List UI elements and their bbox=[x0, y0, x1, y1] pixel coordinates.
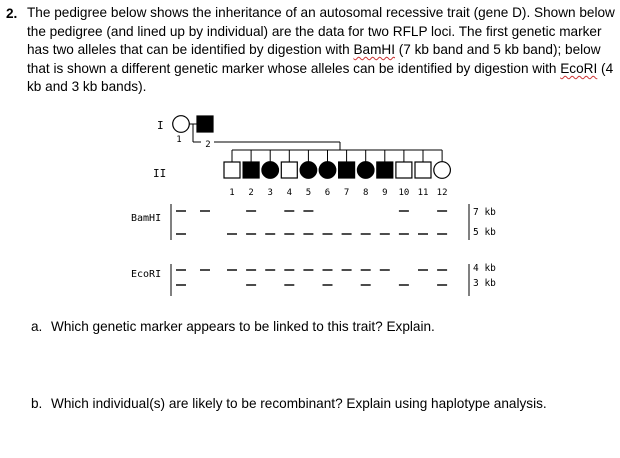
question-text-part: (7 kb band and 5 kb band); below that is shown a different genetic marker whose alleles can be identified by digestion with bbox=[27, 42, 601, 76]
child-3-female-symbol bbox=[262, 162, 279, 179]
enzyme-name: BamHI bbox=[353, 42, 395, 58]
child-number: 8 bbox=[362, 188, 369, 198]
parent-number: 2 bbox=[205, 140, 211, 150]
generation-i-label: I bbox=[157, 119, 164, 132]
generation-ii-label: II bbox=[153, 167, 167, 180]
child-4-male-symbol bbox=[281, 162, 297, 178]
subquestion-a-text: Which genetic marker appears to be linked to this trait? Explain. bbox=[51, 319, 435, 334]
child-number: 5 bbox=[305, 188, 312, 198]
child-7-male-symbol bbox=[339, 162, 355, 178]
subquestion-a bbox=[31, 319, 435, 334]
child-number: 6 bbox=[324, 188, 331, 198]
subquestion-a-label: a. bbox=[31, 319, 43, 334]
child-9-male-symbol bbox=[377, 162, 393, 178]
subquestion-b-label: b. bbox=[31, 396, 43, 411]
child-2-male-symbol bbox=[243, 162, 259, 178]
child-12-female-symbol bbox=[434, 162, 451, 179]
child-1-male-symbol bbox=[224, 162, 240, 178]
parent-1-female-symbol bbox=[173, 116, 190, 133]
child-number: 9 bbox=[382, 188, 388, 198]
child-number: 4 bbox=[286, 188, 293, 198]
child-10-male-symbol bbox=[396, 162, 412, 178]
bamhi-band-label: 7 kb bbox=[473, 207, 496, 218]
subquestion-b-text: Which individual(s) are likely to be recombinant? Explain using haplotype analysis. bbox=[51, 396, 547, 411]
parent-2-male-symbol bbox=[197, 116, 213, 132]
child-number: 10 bbox=[398, 188, 410, 198]
child-number: 3 bbox=[267, 188, 273, 198]
child-number: 12 bbox=[436, 188, 448, 198]
subquestion-b bbox=[31, 396, 547, 411]
child-number: 2 bbox=[248, 188, 254, 198]
question-number: 2. bbox=[6, 6, 18, 21]
child-number: 7 bbox=[343, 188, 350, 198]
question-text-part: (4 kb and 3 kb bands). bbox=[27, 60, 614, 95]
enzyme-name: EcoRI bbox=[560, 60, 598, 76]
ecori-band-label: 3 kb bbox=[473, 278, 496, 289]
bamhi-label: BamHI bbox=[131, 213, 162, 224]
bamhi-band-label: 5 kb bbox=[473, 227, 496, 238]
child-11-male-symbol bbox=[415, 162, 431, 178]
parent-number: 1 bbox=[176, 135, 182, 145]
ecori-label: EcoRI bbox=[131, 269, 162, 280]
child-number: 1 bbox=[229, 188, 235, 198]
ecori-band-label: 4 kb bbox=[473, 263, 496, 274]
child-number: 11 bbox=[417, 188, 429, 198]
child-5-female-symbol bbox=[300, 162, 317, 179]
child-6-female-symbol bbox=[319, 162, 336, 179]
question-text-part: The pedigree below shows the inheritance of an autosomal recessive trait (gene D). Shown below the pedigree (and lined up by individual) are the data for two RFLP loci. The first genetic marker has two alleles that can be identified by digestion with bbox=[27, 5, 615, 58]
child-8-female-symbol bbox=[357, 162, 374, 179]
